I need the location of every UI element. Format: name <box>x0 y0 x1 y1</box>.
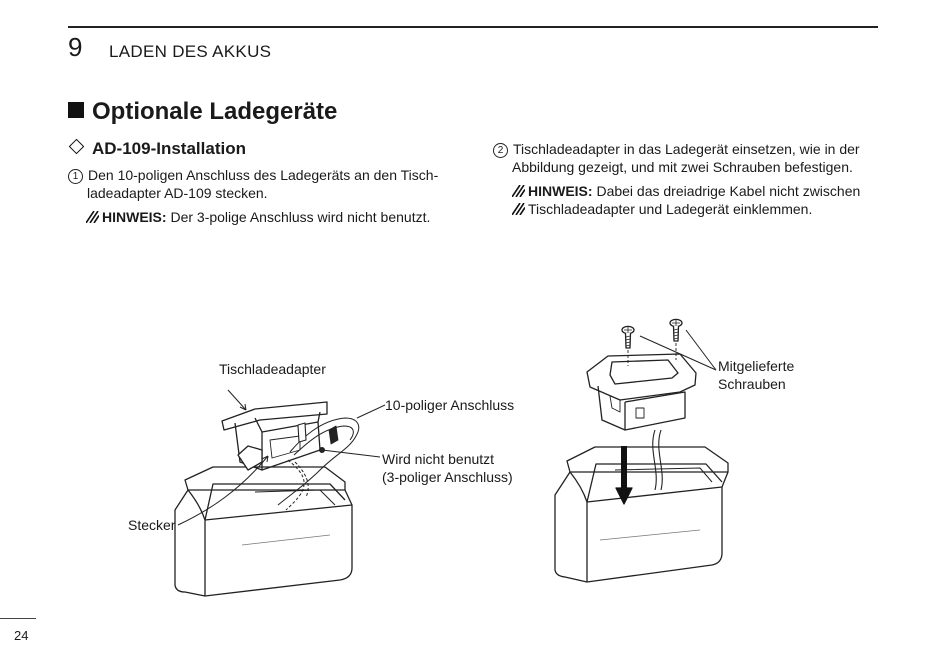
footer-rule <box>0 618 36 619</box>
label-plug: Stecker <box>128 517 176 533</box>
label-unused-1: Wird nicht benutzt <box>382 451 495 467</box>
label-screws-1: Mitgelieferte <box>718 358 795 374</box>
page-number: 24 <box>14 628 29 643</box>
step-2-marker: 2 <box>493 143 508 158</box>
step-1-note-label: HINWEIS: <box>102 209 167 225</box>
left-charger-base <box>175 467 352 596</box>
right-desktop-adapter <box>587 354 696 430</box>
label-screws-2: Schrauben <box>718 376 786 392</box>
label-unused-2: (3-poliger Anschluss) <box>382 469 513 485</box>
step-1-marker: 1 <box>68 169 83 184</box>
subsection-title-text: AD-109-Installation <box>92 139 246 158</box>
step-1-text-2: ladeadapter AD-109 stecken. <box>87 185 268 201</box>
step-2-text-2: Abbildung gezeigt, und mit zwei Schrauben befestigen. <box>512 159 853 175</box>
step-2-text-1: Tischladeadapter in das Ladegerät einsetzen, wie in der <box>513 141 860 157</box>
section-title-text: Optionale Ladegeräte <box>92 98 338 125</box>
label-adapter: Tischladeadapter <box>219 361 326 377</box>
chapter-number: 9 <box>68 32 83 62</box>
step-2-note-text-1: Dabei das dreiadrige Kabel nicht zwischen <box>596 183 861 199</box>
step-2-note-text-2: Tischladeadapter und Ladegerät einklemmen. <box>528 201 813 217</box>
step-1-text-1: Den 10-poligen Anschluss des Ladegeräts an den Tisch- <box>88 167 439 183</box>
step-2-note-label: HINWEIS: <box>528 183 593 199</box>
chapter-title: LADEN DES AKKUS <box>109 42 272 61</box>
label-10pin-connector: 10-poliger Anschluss <box>385 397 515 413</box>
right-charger-base <box>555 447 728 582</box>
left-desktop-adapter <box>222 402 327 470</box>
step-1-note-text: Der 3-polige Anschluss wird nicht benutzt. <box>170 209 431 225</box>
